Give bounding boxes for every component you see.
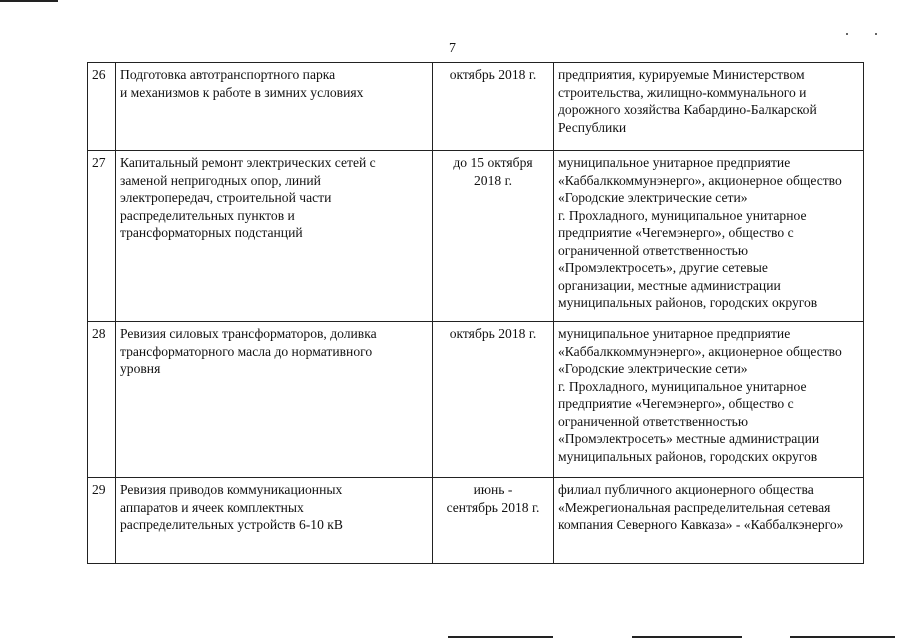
deadline-line: октябрь 2018 г. — [449, 326, 537, 341]
responsible-cell — [554, 322, 864, 478]
scan-mark-top-left — [0, 0, 58, 2]
work-description-line: Подготовка автотранспортного парка — [120, 67, 336, 82]
table-body — [88, 63, 864, 564]
deadline-line: до 15 октября — [453, 155, 533, 170]
responsible-line: муниципальных районов, городских округов — [558, 295, 818, 310]
responsible-line: «Каббалккоммунэнерго», акционерное общество — [558, 172, 842, 188]
responsible-line: ограниченной ответственностью — [558, 413, 749, 429]
row-number: 26 — [92, 67, 106, 82]
deadline-line: июнь - — [473, 482, 513, 497]
work-description-line: Капитальный ремонт электрических сетей с — [120, 155, 376, 170]
responsible-line: предприятие «Чегемэнерго», общество с — [558, 225, 794, 240]
responsible-line: организации, местные администрации — [558, 277, 781, 293]
table-row — [88, 478, 864, 564]
responsible-line: предприятие «Чегемэнерго», общество с — [558, 396, 794, 411]
row-number-cell — [88, 478, 116, 564]
responsible-line: муниципальное унитарное предприятие — [558, 155, 791, 170]
responsible-line: «Каббалккоммунэнерго», акционерное общество — [558, 343, 842, 359]
work-description-cell — [116, 63, 433, 151]
row-number: 29 — [92, 482, 106, 497]
work-description-line: заменой непригодных опор, линий — [120, 172, 321, 188]
responsible-line: «Промэлектросеть», другие сетевые — [558, 260, 768, 275]
row-number: 27 — [92, 155, 106, 170]
responsible-line: филиал публичного акционерного общества — [558, 482, 814, 497]
work-description-line: трансформаторных подстанций — [120, 225, 303, 240]
work-description-line: уровня — [120, 361, 161, 376]
deadline-line: октябрь 2018 г. — [449, 67, 537, 82]
scan-mark-bottom — [632, 636, 742, 638]
work-description-cell — [116, 151, 433, 322]
deadline-line: 2018 г. — [473, 172, 513, 188]
work-description-cell — [116, 478, 433, 564]
work-description-line: распределительных устройств 6-10 кВ — [120, 517, 343, 532]
scan-speck — [846, 33, 848, 35]
deadline-cell — [433, 478, 554, 564]
responsible-cell — [554, 63, 864, 151]
scan-speck — [875, 33, 877, 35]
responsible-line: «Промэлектросеть» местные администрации — [558, 431, 820, 446]
row-number-cell — [88, 151, 116, 322]
responsible-line: ограниченной ответственностью — [558, 242, 749, 258]
work-description-line: распределительных пунктов и — [120, 207, 295, 223]
responsible-line: муниципальное унитарное предприятие — [558, 326, 791, 341]
responsible-cell — [554, 478, 864, 564]
responsible-line: компания Северного Кавказа» - «Каббалкэнерго» — [558, 517, 844, 532]
responsible-line: строительства, жилищно-коммунального и — [558, 84, 807, 100]
work-description-line: и механизмов к работе в зимних условиях — [120, 84, 364, 100]
work-description-line: аппаратов и ячеек комплектных — [120, 499, 304, 515]
responsible-line: «Межрегиональная распределительная сетевая — [558, 499, 831, 515]
page-number: 7 — [449, 41, 456, 56]
responsible-line: предприятия, курируемые Министерством — [558, 67, 805, 82]
table-row — [88, 322, 864, 478]
responsible-line: Республики — [558, 119, 627, 135]
deadline-line: сентябрь 2018 г. — [446, 499, 540, 515]
deadline-cell — [433, 151, 554, 322]
work-description-cell — [116, 322, 433, 478]
row-number-cell — [88, 322, 116, 478]
measures-table — [87, 62, 864, 564]
row-number: 28 — [92, 326, 106, 341]
work-description-line: трансформаторного масла до нормативного — [120, 343, 373, 359]
work-description-line: Ревизия силовых трансформаторов, доливка — [120, 326, 377, 341]
deadline-cell — [433, 63, 554, 151]
scan-mark-bottom — [448, 636, 553, 638]
responsible-line: «Городские электрические сети» — [558, 361, 748, 376]
row-number-cell — [88, 63, 116, 151]
table-row — [88, 63, 864, 151]
responsible-cell — [554, 151, 864, 322]
table-row — [88, 151, 864, 322]
responsible-line: дорожного хозяйства Кабардино-Балкарской — [558, 102, 817, 117]
responsible-line: «Городские электрические сети» — [558, 190, 748, 205]
responsible-line: г. Прохладного, муниципальное унитарное — [558, 378, 807, 394]
deadline-cell — [433, 322, 554, 478]
responsible-line: муниципальных районов, городских округов — [558, 448, 818, 464]
work-description-line: Ревизия приводов коммуникационных — [120, 482, 343, 497]
work-description-line: электропередач, строительной части — [120, 190, 332, 205]
scan-mark-bottom — [790, 636, 895, 638]
responsible-line: г. Прохладного, муниципальное унитарное — [558, 207, 807, 223]
